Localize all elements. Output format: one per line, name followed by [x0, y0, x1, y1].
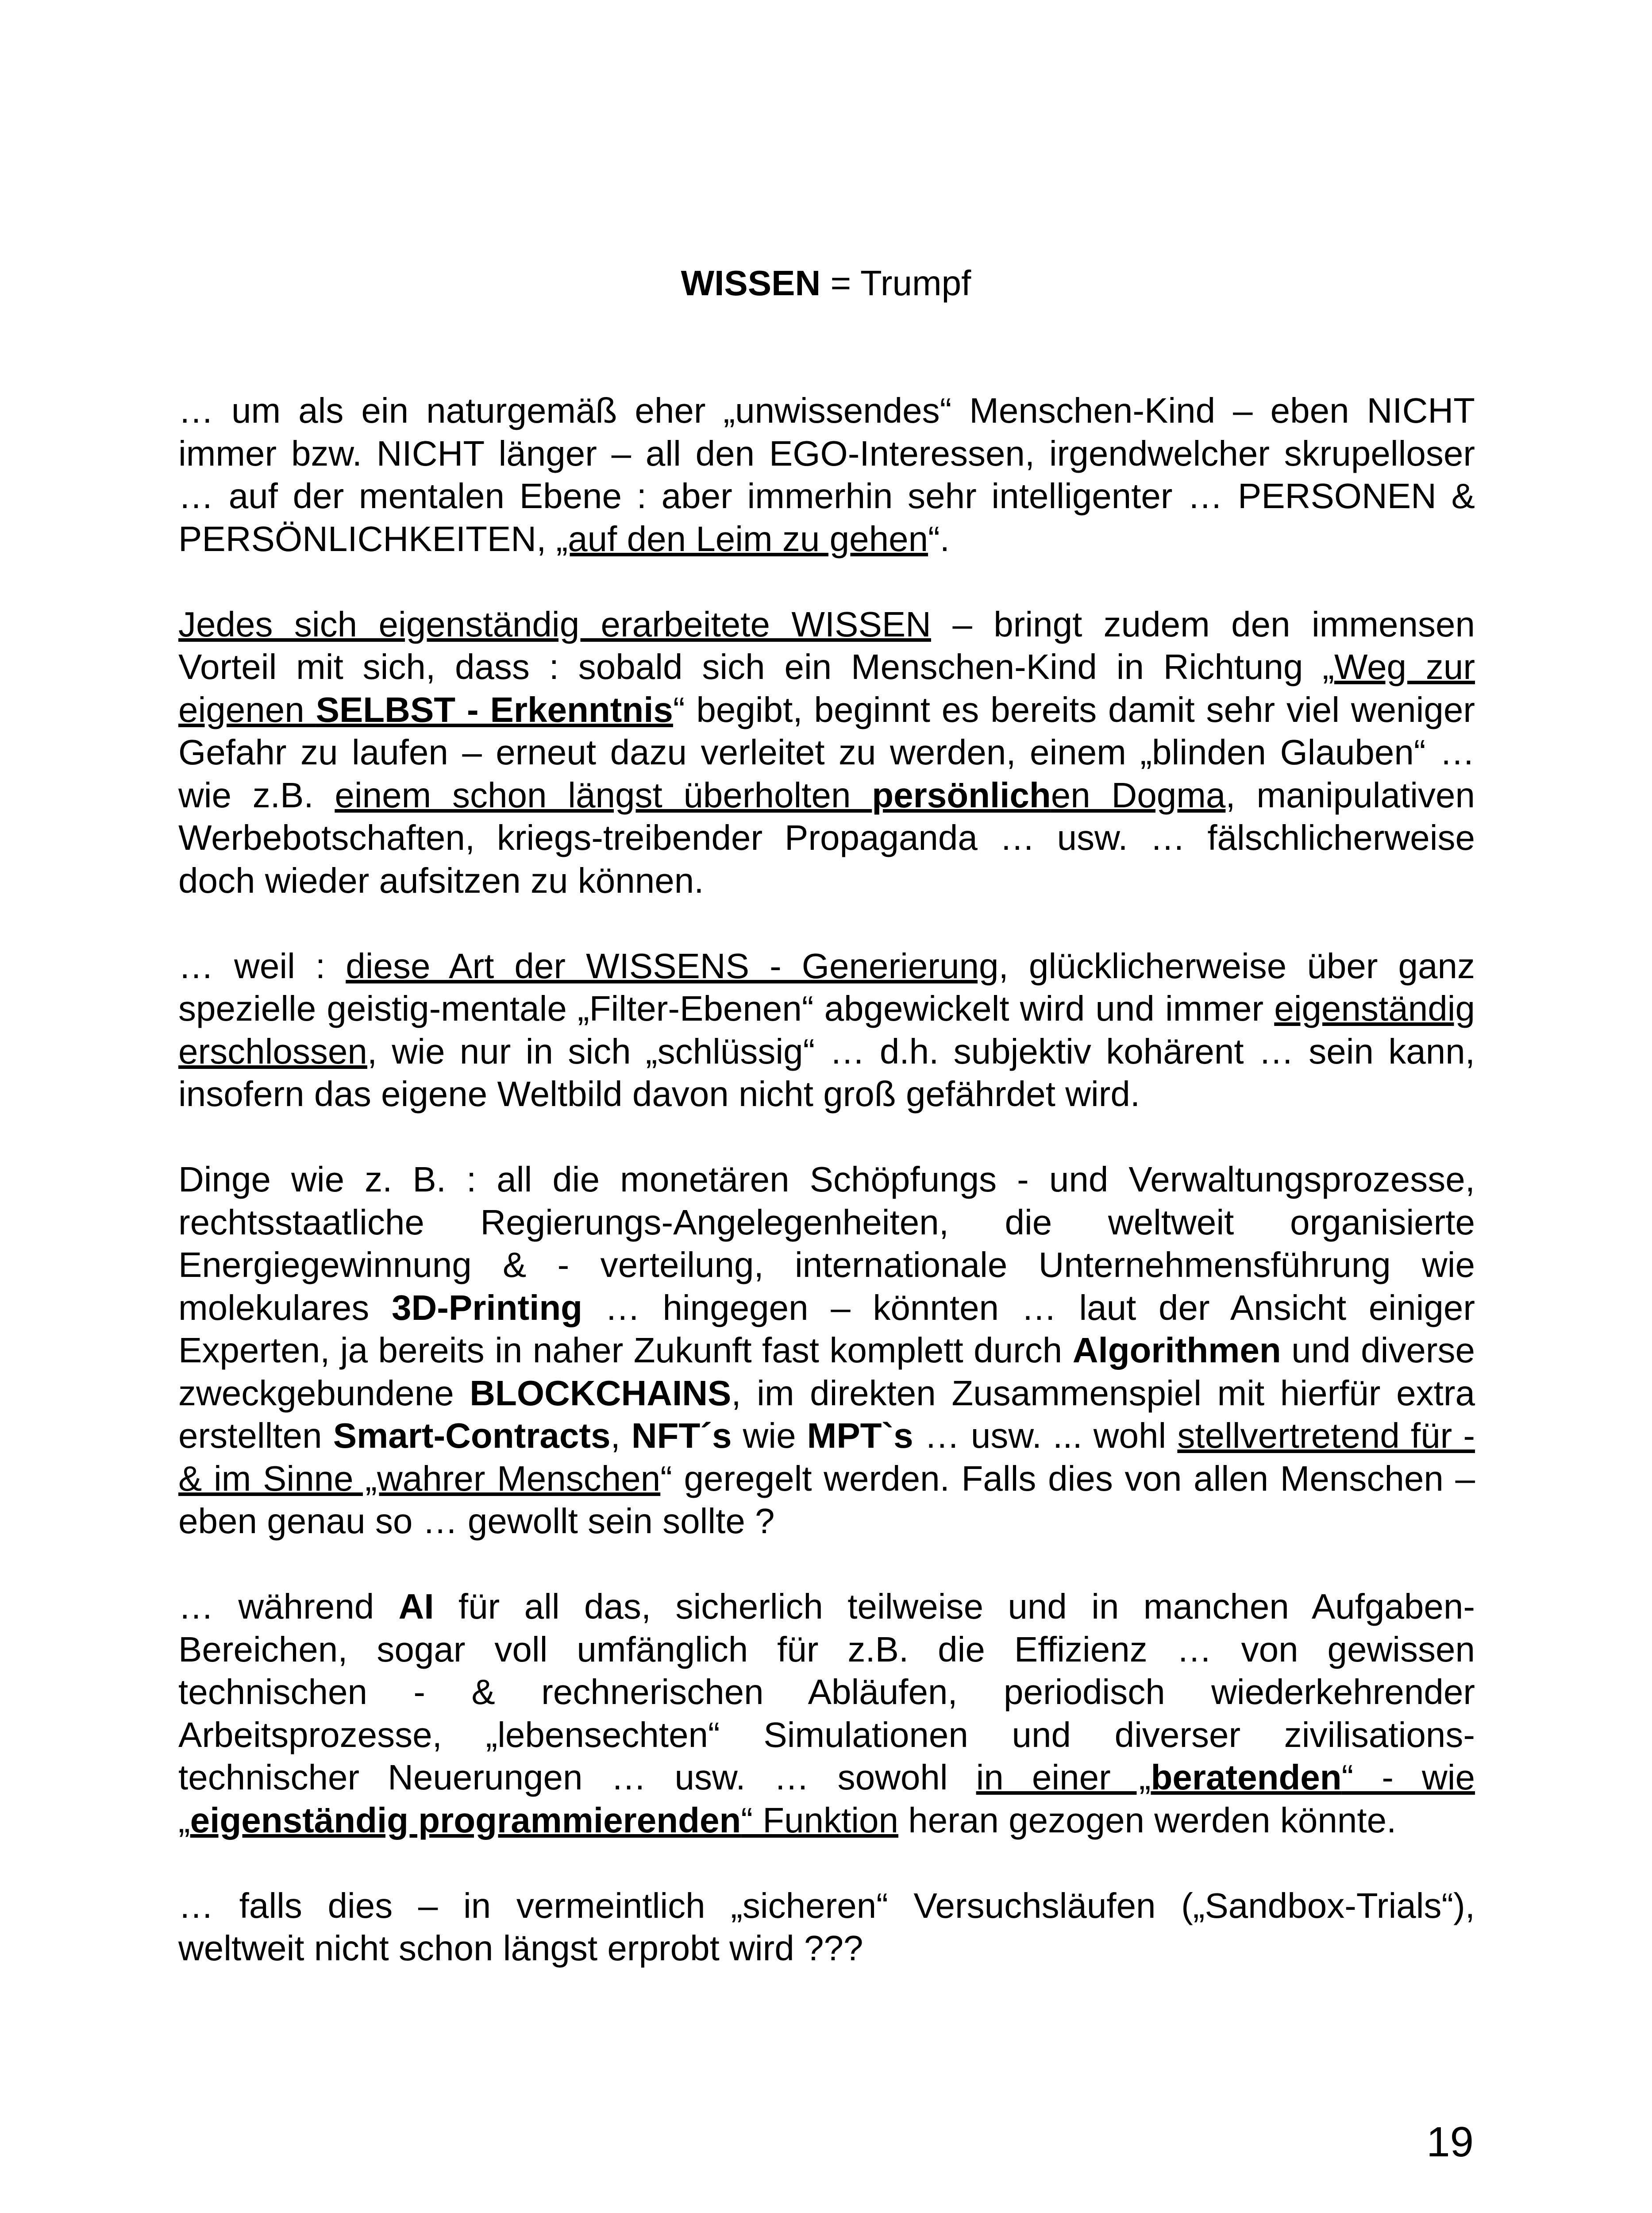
- underlined-text: einem schon längst überholten: [335, 775, 872, 815]
- bold-text: BLOCKCHAINS: [470, 1373, 732, 1413]
- text: wie: [732, 1416, 807, 1455]
- bold-text: NFT´s: [631, 1416, 732, 1455]
- bold-underlined-text: SELBST - Erkenntnis: [316, 690, 673, 729]
- underlined-text: diese Art der WISSENS - Generierung: [346, 946, 999, 986]
- title-rest: = Trumpf: [820, 263, 971, 303]
- bold-underlined-text: eigenständig programmierenden: [190, 1800, 741, 1840]
- text: heran gezogen werden könnte.: [898, 1800, 1397, 1840]
- underlined-text: Weg zur eigenen: [178, 647, 1475, 729]
- bold-text: MPT`s: [807, 1416, 913, 1455]
- text: “ geregelt werden. Falls dies von allen Menschen – eben genau so … gewollt sein sollte ?: [178, 1458, 1475, 1541]
- text: … während: [178, 1587, 399, 1626]
- text: Dinge wie z. B. : all die monetären Schöpfungs - und Verwaltungsprozesse, rechtsstaatliche Regierungs-Angelegenheiten, die weltweit organisierte Energiegewinnung & - verteilung, internationale Unternehmensführung wie molekulares: [178, 1160, 1475, 1327]
- underlined-text: eigenständig erschlossen: [178, 989, 1475, 1071]
- text: , im direkten Zusammenspiel mit hierfür extra erstellten: [178, 1373, 1475, 1455]
- text: ,: [610, 1416, 632, 1455]
- page-number: 19: [1426, 2118, 1474, 2166]
- bold-underlined-text: persönlich: [872, 775, 1051, 815]
- text: … weil :: [178, 946, 346, 986]
- paragraph-3: [178, 945, 1475, 1116]
- underlined-text: “ - wie „: [178, 1758, 1475, 1840]
- page-title: [0, 259, 1652, 308]
- bold-text: AI: [398, 1587, 434, 1626]
- underlined-text: „auf den Leim zu gehen: [556, 519, 928, 559]
- underlined-text: en Dogma: [1051, 775, 1226, 815]
- text: … hingegen – könnten … laut der Ansicht einiger Experten, ja bereits in naher Zukunft fast komplett durch: [178, 1288, 1475, 1370]
- text: , glücklicherweise über ganz spezielle geistig-mentale „Filter-Ebenen“ abgewickelt wird und immer: [178, 946, 1475, 1028]
- text: “.: [928, 519, 950, 559]
- bold-text: Algorithmen: [1072, 1330, 1281, 1370]
- text: … usw. ... wohl: [913, 1416, 1178, 1455]
- text: für all das, sicherlich teilweise und in manchen Aufgaben-Bereichen, sogar voll umfänglich für z.B. die Effizienz … von gewissen technischen - & rechnerischen Abläufen, periodisch wiederkehrender Arbeitsprozesse, „lebensechten“ Simulationen und diverser zivilisations-technischer Neuerungen … usw. … sowohl: [178, 1587, 1475, 1797]
- text: … falls dies – in vermeintlich „sicheren“ Versuchsläufen („Sandbox-Trials“), weltweit nicht schon längst erprobt wird ???: [178, 1885, 1475, 1968]
- paragraph-5: [178, 1585, 1475, 1842]
- text: , wie nur in sich „schlüssig“ … d.h. subjektiv kohärent … sein kann, insofern das eigene Weltbild davon nicht groß gefährdet wird.: [178, 1031, 1475, 1114]
- body-text: [178, 389, 1475, 1970]
- underlined-text: in einer „: [976, 1758, 1151, 1797]
- title-bold: WISSEN: [681, 263, 821, 303]
- bold-text: 3D-Printing: [391, 1288, 583, 1327]
- text: und diverse zweckgebundene: [178, 1330, 1475, 1413]
- underlined-text: Jedes sich eigenständig erarbeitete WISSEN: [178, 604, 931, 644]
- paragraph-2: [178, 603, 1475, 902]
- text: , manipulativen Werbebotschaften, kriegs-treibender Propaganda … usw. … fälschlicherweise doch wieder aufsitzen zu können.: [178, 775, 1475, 900]
- bold-underlined-text: beratenden: [1151, 1758, 1342, 1797]
- text: … um als ein naturgemäß eher „unwissendes“ Menschen-Kind – eben NICHT immer bzw. NICHT länger – all den EGO-Interessen, irgendwelcher skrupelloser … auf der mentalen Ebene : aber immerhin sehr intelligenter … PERSONEN & PERSÖNLICHKEITEN,: [178, 391, 1475, 559]
- underlined-text: stellvertretend für - & im Sinne „wahrer Menschen: [178, 1416, 1475, 1498]
- bold-text: Smart-Contracts: [333, 1416, 611, 1455]
- text: “ begibt, beginnt es bereits damit sehr viel weniger Gefahr zu laufen – erneut dazu verleitet zu werden, einem „blinden Glauben“ … wie z.B.: [178, 690, 1475, 815]
- underlined-text: “ Funktion: [741, 1800, 899, 1840]
- paragraph-6: [178, 1885, 1475, 1970]
- paragraph-4: [178, 1158, 1475, 1543]
- text: – bringt zudem den immensen Vorteil mit sich, dass : sobald sich ein Menschen-Kind in Richtung „: [178, 604, 1475, 686]
- paragraph-1: [178, 389, 1475, 560]
